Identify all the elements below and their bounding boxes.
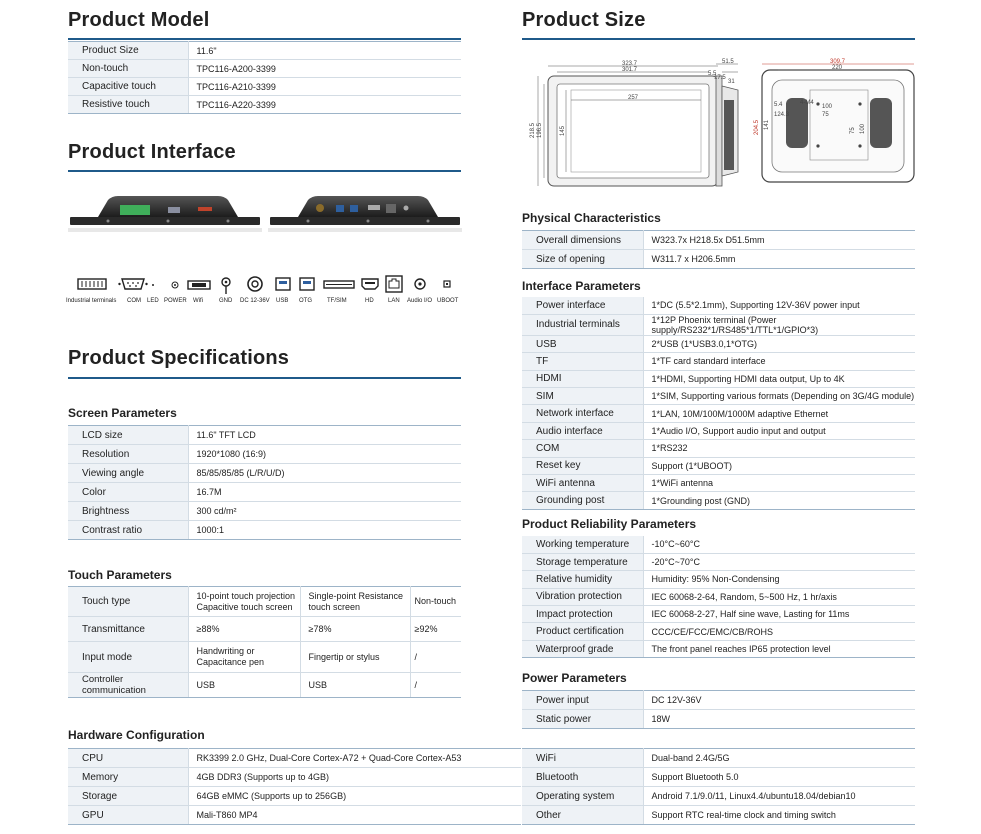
table-row	[68, 96, 461, 114]
table-row	[522, 370, 915, 387]
row-value: Android 7.1/9.0/11, Linux4.4/ubuntu18.04/debian10	[643, 787, 915, 806]
row-value: Dual-band 2.4G/5G	[643, 749, 915, 768]
row-label: Industrial terminals	[522, 314, 643, 335]
table-row	[522, 768, 915, 787]
port-label: LED	[147, 298, 159, 304]
table-row	[522, 606, 915, 623]
row-label: Other	[522, 806, 643, 825]
row-label: Power interface	[522, 297, 643, 314]
row-label: Network interface	[522, 405, 643, 422]
row-value: DC 12V-36V	[643, 691, 915, 710]
reliability-table	[522, 536, 915, 658]
dim-label: 204.5	[754, 119, 760, 135]
uboot-icon	[440, 274, 454, 296]
table-row	[68, 445, 461, 464]
dim-label: 141	[764, 119, 770, 130]
row-label: Static power	[522, 710, 643, 729]
port-label: UBOOT	[437, 298, 459, 304]
table-row	[522, 787, 915, 806]
table-row	[522, 422, 915, 439]
table-row	[522, 297, 915, 314]
row-value: CCC/CE/FCC/EMC/CB/ROHS	[643, 623, 915, 640]
table-row	[522, 457, 915, 474]
device-body	[98, 196, 238, 217]
port-label: USB	[276, 298, 289, 304]
row-value: TPC116-A200-3399	[188, 60, 461, 78]
row-label: Resolution	[68, 445, 188, 464]
wifi-antenna-icon	[186, 274, 212, 296]
otg-icon	[298, 274, 316, 296]
table-row	[68, 502, 461, 521]
row-value: ≥78%	[300, 617, 410, 642]
com-port-icon	[168, 207, 180, 213]
table-row	[522, 588, 915, 605]
row-value: 64GB eMMC (Supports up to 256GB)	[188, 787, 521, 806]
row-value: 11.6"	[188, 42, 461, 60]
table-row	[68, 806, 521, 825]
row-value: 4GB DDR3 (Supports up to 4GB)	[188, 768, 521, 787]
row-label: Power input	[522, 691, 643, 710]
row-label: Audio interface	[522, 422, 643, 439]
row-label: CPU	[68, 749, 188, 768]
row-value: 1*12P Phoenix terminal (Power supply/RS232*1/RS485*1/TTL*1/GPIO*3)	[643, 314, 915, 335]
row-value: USB	[300, 673, 410, 698]
row-value: /	[410, 642, 461, 673]
table-row	[522, 335, 915, 352]
lan-port-icon	[386, 204, 396, 213]
dimension-drawing	[524, 50, 916, 190]
row-label: WiFi	[522, 749, 643, 768]
product-specs-title: Product Specifications	[68, 347, 290, 369]
row-label: Storage temperature	[522, 553, 643, 570]
product-interface-title: Product Interface	[68, 141, 236, 163]
dim-label: 257	[628, 95, 639, 101]
row-label: Resistive touch	[68, 96, 188, 114]
table-row	[522, 231, 915, 250]
touch-params-title: Touch Parameters	[68, 568, 172, 582]
row-label: SIM	[522, 388, 643, 405]
row-value: The front panel reaches IP65 protection level	[643, 640, 915, 657]
title-rule	[68, 170, 461, 172]
row-label: Size of opening	[522, 250, 643, 269]
row-label: Capacitive touch	[68, 78, 188, 96]
row-value: 1*WiFi antenna	[643, 475, 915, 492]
physical-title: Physical Characteristics	[522, 211, 661, 225]
table-row	[68, 483, 461, 502]
row-label: Waterproof grade	[522, 640, 643, 657]
row-label: WiFi antenna	[522, 475, 643, 492]
lan-icon	[385, 274, 403, 296]
row-value: 18W	[643, 710, 915, 729]
row-value: Support Bluetooth 5.0	[643, 768, 915, 787]
dim-label: 323.7	[622, 61, 638, 67]
table-row	[522, 691, 915, 710]
table-row	[522, 440, 915, 457]
title-rule	[68, 377, 461, 379]
row-label: Storage	[68, 787, 188, 806]
touch-params-table	[68, 586, 461, 698]
port-label: OTG	[299, 298, 312, 304]
row-label: COM	[522, 440, 643, 457]
port-label: Industrial terminals	[66, 298, 117, 304]
table-row	[522, 536, 915, 553]
dim-label: 17.5	[714, 75, 726, 81]
row-value: Handwriting or Capacitance pen	[188, 642, 300, 673]
row-value: TPC116-A220-3399	[188, 96, 461, 114]
industrial-terminals-icon	[76, 274, 110, 296]
audio-icon	[412, 274, 428, 296]
row-label: GPU	[68, 806, 188, 825]
dim-label: 124.3	[774, 112, 790, 118]
dim-label: 218.5	[530, 122, 536, 138]
dim-label: 5.5	[708, 71, 717, 77]
hdmi-icon	[360, 274, 380, 296]
dim-label: 145	[560, 125, 566, 136]
usb-icon	[274, 274, 292, 296]
dim-label: 31	[728, 79, 735, 85]
table-row	[68, 768, 521, 787]
row-label: Operating system	[522, 787, 643, 806]
row-value: W323.7x H218.5x D51.5mm	[643, 231, 915, 250]
reliability-title: Product Reliability Parameters	[522, 517, 697, 531]
row-value: RK3399 2.0 GHz, Dual-Core Cortex-A72 + Quad-Core Cortex-A53	[188, 749, 521, 768]
title-rule	[522, 38, 915, 40]
audio-jack-icon	[404, 206, 409, 211]
physical-table	[522, 230, 915, 269]
table-row	[68, 78, 461, 96]
dim-label: 100	[822, 104, 833, 110]
row-value: 1000:1	[188, 521, 461, 540]
usb-port-icon	[336, 205, 344, 212]
row-value: Support RTC real-time clock and timing switch	[643, 806, 915, 825]
table-row	[68, 587, 461, 617]
dim-label: 220	[832, 65, 843, 71]
table-row	[522, 749, 915, 768]
row-value: Humidity: 95% Non-Condensing	[643, 571, 915, 588]
row-value: 1*DC (5.5*2.1mm), Supporting 12V-36V power input	[643, 297, 915, 314]
row-label: Bluetooth	[522, 768, 643, 787]
row-value: ≥88%	[188, 617, 300, 642]
row-value: Support (1*UBOOT)	[643, 457, 915, 474]
vent-right	[870, 98, 892, 148]
row-value: IEC 60068-2-27, Half sine wave, Lasting for 11ms	[643, 606, 915, 623]
row-label: Transmittance	[68, 617, 188, 642]
table-row	[522, 640, 915, 657]
dim-label: 309.7	[830, 59, 846, 65]
row-value: 1*RS232	[643, 440, 915, 457]
row-value: 1*LAN, 10M/100M/1000M adaptive Ethernet	[643, 405, 915, 422]
back-view	[754, 59, 914, 182]
dim-label: 196.5	[537, 122, 543, 138]
table-row	[68, 749, 521, 768]
tf-sim-icon	[322, 274, 356, 296]
row-value: TPC116-A210-3399	[188, 78, 461, 96]
table-row	[68, 60, 461, 78]
dim-label: 75	[822, 112, 829, 118]
com-port-icon	[118, 274, 148, 296]
screen-params-table	[68, 425, 461, 540]
row-value: 1*SIM, Supporting various formats (Depending on 3G/4G module)	[643, 388, 915, 405]
dim-label: 4-M4	[800, 100, 814, 106]
product-size-title: Product Size	[522, 9, 646, 31]
row-value: 16.7M	[188, 483, 461, 502]
dim-label: 100	[860, 123, 866, 134]
row-label: TF	[522, 353, 643, 370]
otg-port-icon	[350, 205, 358, 212]
row-value: 300 cd/m²	[188, 502, 461, 521]
port-label: LAN	[388, 298, 400, 304]
dc-jack-icon	[316, 204, 324, 212]
dim-label: 5.4	[774, 102, 783, 108]
table-row	[68, 787, 521, 806]
row-value: 11.6" TFT LCD	[188, 426, 461, 445]
row-label: Color	[68, 483, 188, 502]
port-label: HD	[365, 298, 374, 304]
terminal-block-icon	[120, 205, 150, 215]
table-row	[522, 388, 915, 405]
table-row	[522, 623, 915, 640]
table-row	[68, 464, 461, 483]
table-row	[522, 553, 915, 570]
hardware-left-table	[68, 748, 521, 825]
row-label: Contrast ratio	[68, 521, 188, 540]
device-bezel	[70, 217, 260, 225]
row-value: 1*Audio I/O, Support audio input and output	[643, 422, 915, 439]
port-label: Wifi	[193, 298, 203, 304]
port-label: GND	[219, 298, 233, 304]
row-label: USB	[522, 335, 643, 352]
row-value: -10°C~60°C	[643, 536, 915, 553]
row-value: Fingertip or stylus	[300, 642, 410, 673]
row-value: IEC 60068-2-64, Random, 5~500 Hz, 1 hr/axis	[643, 588, 915, 605]
row-value: 1*HDMI, Supporting HDMI data output, Up to 4K	[643, 370, 915, 387]
table-row	[522, 475, 915, 492]
table-row	[68, 42, 461, 60]
table-row	[68, 426, 461, 445]
row-label: Working temperature	[522, 536, 643, 553]
product-model-table	[68, 41, 461, 114]
device-bezel	[270, 217, 460, 225]
device-bottom-view	[68, 190, 468, 236]
row-value: 1920*1080 (16:9)	[188, 445, 461, 464]
row-label: Vibration protection	[522, 588, 643, 605]
port-label: DC 12-36V	[240, 298, 270, 304]
row-label: Product Size	[68, 42, 188, 60]
row-label: HDMI	[522, 370, 643, 387]
row-label: Memory	[68, 768, 188, 787]
table-row	[522, 710, 915, 729]
dc-power-icon	[246, 274, 264, 296]
interface-params-title: Interface Parameters	[522, 279, 641, 293]
port-label: POWER	[164, 298, 187, 304]
power-params-title: Power Parameters	[522, 671, 627, 685]
power-button-icon	[168, 274, 182, 296]
row-value: -20°C~70°C	[643, 553, 915, 570]
row-label: Impact protection	[522, 606, 643, 623]
row-label: Touch type	[68, 587, 188, 617]
dim-label: 75	[850, 127, 856, 134]
screen-params-title: Screen Parameters	[68, 406, 177, 420]
table-row	[522, 353, 915, 370]
row-value: USB	[188, 673, 300, 698]
hdmi-port-icon	[368, 205, 380, 210]
interface-params-table	[522, 297, 915, 510]
row-value: 1*Grounding post (GND)	[643, 492, 915, 509]
row-value: 85/85/85/85 (L/R/U/D)	[188, 464, 461, 483]
hardware-config-title: Hardware Configuration	[68, 728, 205, 742]
port-label: TF/SIM	[327, 298, 347, 304]
table-row	[522, 806, 915, 825]
port-label: Audio I/O	[407, 298, 433, 304]
hardware-right-table	[522, 748, 915, 825]
table-row	[522, 250, 915, 269]
row-label: Grounding post	[522, 492, 643, 509]
table-row	[522, 571, 915, 588]
row-value: 2*USB (1*USB3.0,1*OTG)	[643, 335, 915, 352]
row-label: Brightness	[68, 502, 188, 521]
row-value: Single-point Resistance touch screen	[300, 587, 410, 617]
row-value: Non-touch	[410, 587, 461, 617]
row-value: /	[410, 673, 461, 698]
wifi-connector-icon	[198, 207, 212, 211]
port-label: COM	[127, 298, 141, 304]
table-row	[68, 673, 461, 698]
product-model-title: Product Model	[68, 9, 210, 31]
row-value: 1*TF card standard interface	[643, 353, 915, 370]
row-label: Relative humidity	[522, 571, 643, 588]
row-value: ≥92%	[410, 617, 461, 642]
table-row	[522, 492, 915, 509]
title-rule	[68, 38, 461, 40]
table-row	[68, 642, 461, 673]
row-label: LCD size	[68, 426, 188, 445]
dim-label: 51.5	[722, 59, 734, 65]
row-label: Product certification	[522, 623, 643, 640]
row-label: Non-touch	[68, 60, 188, 78]
row-value: 10-point touch projection Capacitive touch screen	[188, 587, 300, 617]
row-value: Mali-T860 MP4	[188, 806, 521, 825]
power-params-table	[522, 690, 915, 729]
row-label: Viewing angle	[68, 464, 188, 483]
gnd-icon	[218, 274, 234, 296]
table-row	[522, 314, 915, 335]
led-icon	[146, 274, 160, 296]
table-row	[68, 617, 461, 642]
front-view	[530, 61, 718, 186]
row-value: W311.7 x H206.5mm	[643, 250, 915, 269]
row-label: Overall dimensions	[522, 231, 643, 250]
row-label: Input mode	[68, 642, 188, 673]
table-row	[68, 521, 461, 540]
dim-label: 301.7	[622, 67, 638, 73]
row-label: Controller communication	[68, 673, 188, 698]
table-row	[522, 405, 915, 422]
row-label: Reset key	[522, 457, 643, 474]
